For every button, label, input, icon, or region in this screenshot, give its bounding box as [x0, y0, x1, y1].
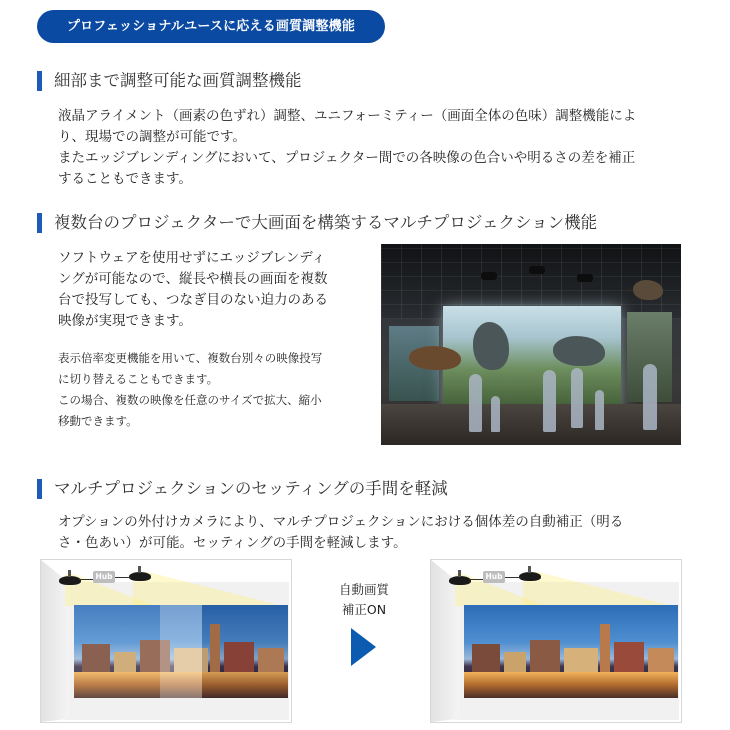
- hub-box: Hub: [93, 571, 115, 583]
- building: [530, 640, 560, 674]
- section1-line: り、現場での調整が可能です。: [58, 129, 246, 145]
- cityscape-projection-uncorrected: [74, 605, 288, 698]
- museum-floor: [381, 404, 681, 445]
- hub-cable: [505, 577, 521, 578]
- ceiling-projector: [577, 274, 593, 282]
- brightness-band: [202, 605, 288, 698]
- section-title-detail-adjustment: 細部まで調整可能な画質調整機能: [37, 70, 302, 92]
- ceiling-projector: [481, 272, 497, 280]
- hub-cable: [115, 577, 131, 578]
- visitor-silhouette: [571, 368, 583, 428]
- visitor-silhouette: [543, 370, 556, 432]
- section1-line: 液晶アライメント（画素の色ずれ）調整、ユニフォーミティー（画面全体の色味）調整機能によ: [58, 108, 637, 124]
- section2-note-line: 移動できます。: [58, 414, 138, 428]
- projector-icon: [519, 572, 541, 581]
- section3-line: さ・色あい）が可能。セッティングの手間を軽減します。: [58, 535, 407, 551]
- dinosaur-skeleton: [409, 346, 461, 370]
- section-title-multi-projection: 複数台のプロジェクターで大画面を構築するマルチプロジェクション機能: [37, 212, 597, 234]
- diagram-before-correction: [40, 559, 292, 723]
- museum-projection-photo: [381, 244, 681, 445]
- church-tower: [600, 624, 610, 674]
- section1-body: [58, 106, 636, 190]
- hub-cable: [79, 579, 93, 580]
- section2-line: 映像が実現できます。: [58, 313, 192, 329]
- projector-icon: [449, 576, 471, 585]
- diagram-after-correction: [430, 559, 682, 723]
- section2-note: [58, 348, 322, 432]
- visitor-silhouette: [595, 390, 604, 430]
- section2-note-line: 表示倍率変更機能を用いて、複数台別々の映像投写: [58, 351, 323, 365]
- building: [614, 642, 644, 674]
- section2-line: ングが可能なので、縦長や横長の画面を複数: [58, 271, 328, 287]
- section2-line: 台で投写しても、つなぎ目のない迫力のある: [58, 292, 328, 308]
- section2-line: ソフトウェアを使用せずにエッジブレンディ: [58, 250, 326, 266]
- building: [648, 648, 674, 674]
- building: [564, 648, 598, 674]
- section2-note-line: この場合、複数の映像を任意のサイズで拡大、縮小: [58, 393, 322, 407]
- cityscape-projection-corrected: [464, 605, 678, 698]
- section1-line: またエッジブレンディングにおいて、プロジェクター間での各映像の色合いや明るさの差を補正: [58, 150, 636, 166]
- ceiling-projector: [529, 266, 545, 274]
- hub-cable: [469, 579, 483, 580]
- pterosaur-figure: [633, 280, 663, 300]
- right-arrow-icon: [351, 628, 376, 666]
- arrow-label-line: 補正ON: [341, 602, 387, 617]
- projector-icon: [129, 572, 151, 581]
- auto-correction-label: [323, 580, 405, 620]
- harbor-water: [464, 672, 678, 698]
- section1-line: することもできます。: [58, 171, 192, 187]
- section3-line: オプションの外付けカメラにより、マルチプロジェクションにおける個体差の自動補正（明る: [58, 514, 624, 530]
- building: [504, 652, 526, 674]
- overlap-seam: [160, 605, 202, 698]
- section3-body: [58, 512, 623, 554]
- building: [472, 644, 500, 674]
- visitor-silhouette: [469, 374, 482, 432]
- section2-note-line: に切り替えることもできます。: [58, 372, 219, 386]
- brightness-band: [74, 605, 160, 698]
- visitor-silhouette: [491, 396, 500, 432]
- section2-body: [58, 248, 328, 332]
- header-pill: プロフェッショナルユースに応える画質調整機能: [37, 10, 385, 43]
- visitor-silhouette: [643, 364, 657, 430]
- section-title-setup-reduction: マルチプロジェクションのセッティングの手間を軽減: [37, 478, 448, 500]
- hub-box: Hub: [483, 571, 505, 583]
- projector-icon: [59, 576, 81, 585]
- arrow-label-line: 自動画質: [338, 582, 389, 597]
- dinosaur-figure: [553, 336, 605, 366]
